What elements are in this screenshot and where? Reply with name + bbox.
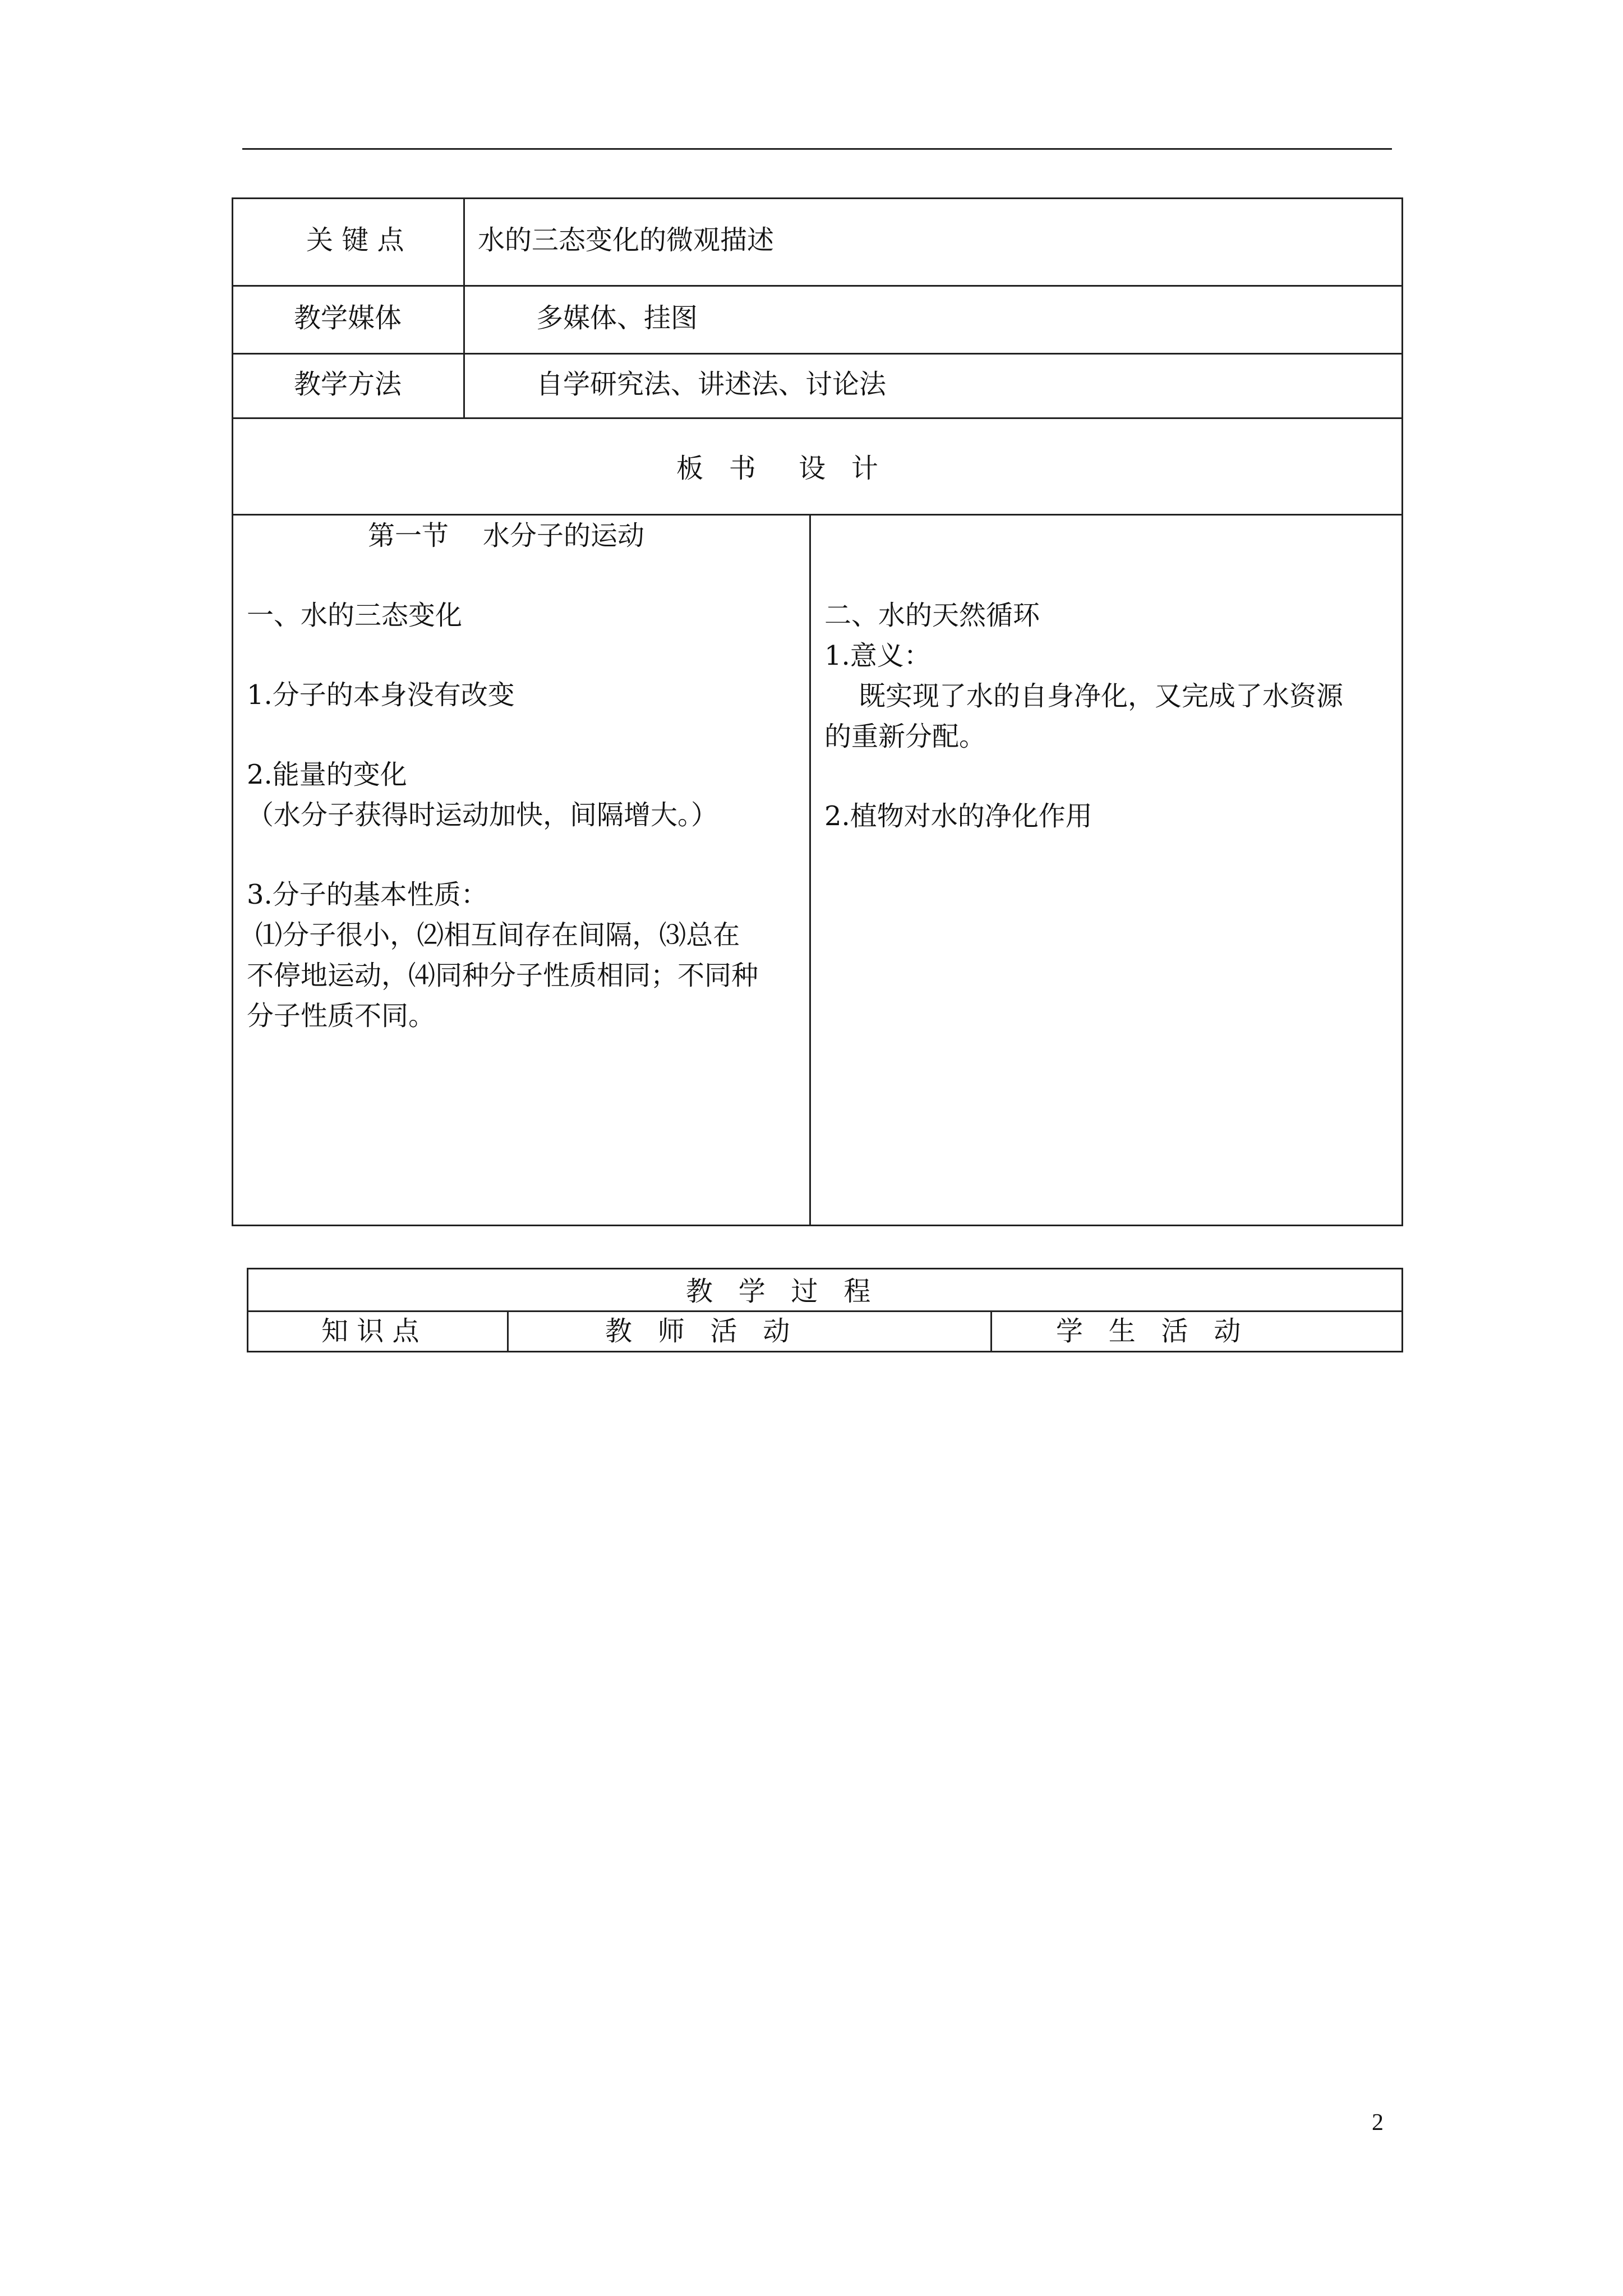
teaching-method-value: 自学研究法、讲述法、讨论法: [536, 369, 887, 400]
point-molecule-unchanged: 1.分子的本身没有改变: [247, 679, 515, 711]
section-three-states: 一、水的三态变化: [247, 600, 463, 631]
point-plant-purification: 2.植物对水的净化作用: [824, 800, 1092, 832]
teaching-method-label: 教学方法: [294, 369, 402, 400]
point-energy-change: 2.能量的变化: [247, 759, 407, 790]
significance-line-2: 的重新分配。: [824, 721, 986, 752]
significance-line-1: 既实现了水的自身净化，又完成了水资源: [824, 680, 1344, 712]
teaching-media-label: 教学媒体: [294, 302, 402, 334]
key-point-label: 关 键 点: [306, 224, 404, 256]
board-design-table: [232, 417, 1403, 1226]
lesson-title: 第一节 水分子的运动: [368, 520, 645, 551]
col-student-activity: 学 生 活 动: [1056, 1315, 1241, 1347]
key-point-value: 水的三态变化的微观描述: [478, 224, 774, 256]
point-basic-properties: 3.分子的基本性质：: [247, 879, 488, 910]
section-natural-cycle: 二、水的天然循环: [824, 600, 1040, 631]
teaching-media-value: 多媒体、挂图: [536, 302, 698, 334]
col-knowledge-point: 知 识 点: [321, 1315, 419, 1347]
point-energy-note: （水分子获得时运动加快，间隔增大。）: [247, 799, 718, 831]
info-table: [232, 197, 1403, 419]
page-number: 2: [1372, 2110, 1384, 2136]
board-design-header: 板 书 设 计: [676, 453, 878, 484]
process-table: [247, 1268, 1403, 1352]
process-header: 教 学 过 程: [686, 1276, 871, 1307]
properties-line-3: 分子性质不同。: [247, 1000, 436, 1032]
properties-line-2: 不停地运动，⑷同种分子性质相同；不同种: [247, 960, 759, 991]
header-rule: [242, 148, 1392, 150]
properties-line-1: ⑴分子很小，⑵相互间存在间隔，⑶总在: [247, 919, 740, 951]
col-teacher-activity: 教 师 活 动: [605, 1315, 790, 1347]
point-significance: 1.意义：: [824, 640, 931, 671]
